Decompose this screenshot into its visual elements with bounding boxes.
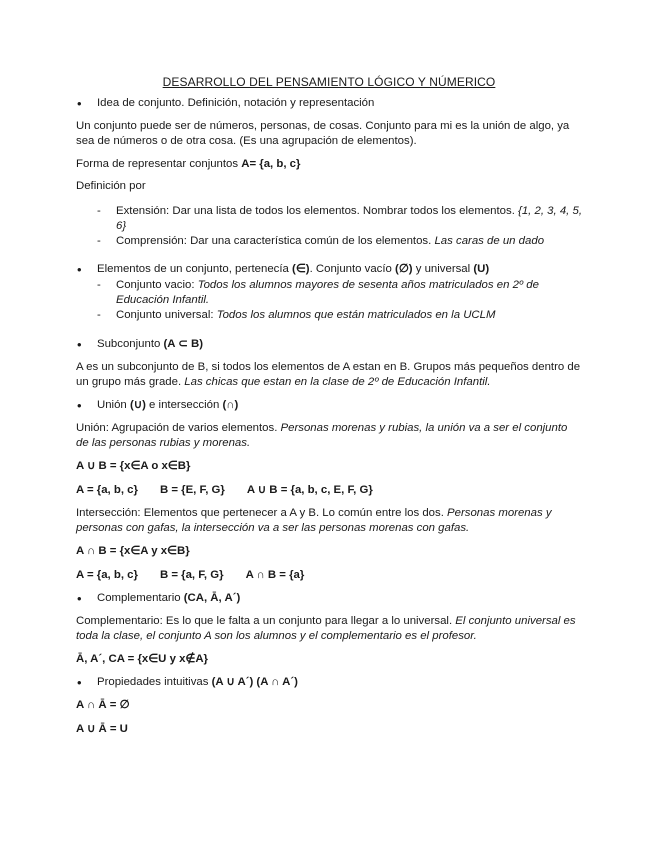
elementos-text-3: y universal: [412, 263, 474, 275]
complementario-label: Complementario: [97, 592, 184, 604]
formula-interseccion: A ∩ B = {x∈A y x∈B}: [76, 545, 190, 557]
paragraph-interseccion: [76, 506, 582, 536]
formula-interseccion-example: [76, 568, 582, 583]
document-page: [76, 75, 582, 737]
formula-union-universal: A ∪ Ā = U: [76, 723, 128, 735]
subconjunto-example: Las chicas que estan en la clase de 2º de Educación Infantil.: [184, 376, 491, 388]
universal-example: Todos los alumnos que están matriculados en la UCLM: [216, 309, 496, 321]
representacion-math: A= {a, b, c}: [241, 158, 301, 170]
dash-item-conjunto-vacio: [76, 278, 582, 308]
bullet-idea-de-conjunto: • Idea de conjunto. Definición, notación y representación: [76, 96, 582, 111]
dash-item-comprension: [76, 234, 582, 249]
paragraph-subconjunto: [76, 360, 582, 390]
union-result: A ∪ B = {a, b, c, E, F, G}: [246, 484, 373, 496]
bullet-elementos: [76, 262, 582, 277]
formula-complementario: Ā, A´, CA = {x∈U y x∉A}: [76, 653, 208, 665]
interseccion-label: e intersección: [145, 399, 223, 411]
complementario-symbols: (CA, Ā, A´): [183, 592, 241, 604]
extension-text: Extensión: Dar una lista de todos los elementos. Nombrar todos los elementos.: [116, 205, 519, 217]
dash-item-extension: [76, 204, 582, 234]
interseccion-result: A ∩ B = {a}: [245, 569, 305, 581]
extension-example: {1, 2, 3, 4, 5, 6}: [116, 205, 583, 232]
pertenencia-symbol: (∈): [292, 263, 310, 275]
bullet-propiedades: [76, 675, 582, 690]
paragraph-complementario: [76, 614, 582, 644]
elementos-text-2: . Conjunto vacío: [309, 263, 396, 275]
paragraph-definicion: Un conjunto puede ser de números, personas, de cosas. Conjunto para mi es la unión de algo, ya sea de números o de otra cosa. (Es una agrupación de elementos).: [76, 120, 570, 147]
bullet-complementario: [76, 591, 582, 606]
vacio-symbol: (∅): [395, 263, 413, 275]
paragraph-representacion: [76, 157, 582, 172]
complementario-definition: Complementario: Es lo que le falta a un conjunto para llegar a lo universal.: [76, 615, 456, 627]
subconjunto-symbol: (A ⊂ B): [163, 338, 203, 350]
comprension-example: Las caras de un dado: [434, 235, 545, 247]
propiedades-label: Propiedades intuitivas: [97, 676, 212, 688]
elementos-text-1: Elementos de un conjunto, pertenecía: [97, 263, 293, 275]
subconjunto-definition: A es un subconjunto de B, si todos los elementos de A estan en B. Grupos más pequeños dentro de un grupo más grade.: [76, 361, 581, 388]
propiedades-symbols: (A ∪ A´) (A ∩ A´): [211, 676, 298, 688]
representacion-text: Forma de representar conjuntos: [76, 158, 242, 170]
page-title: DESARROLLO DEL PENSAMIENTO LÓGICO Y NÚMERICO: [162, 75, 496, 89]
bullet-subconjunto: [76, 337, 582, 352]
formula-union: A ∪ B = {x∈A o x∈B}: [76, 460, 191, 472]
formula-interseccion-vacio: A ∩ Ā = ∅: [76, 699, 130, 711]
complementario-example: El conjunto universal es toda la clase, el conjunto A son los alumnos y el complementario es el profesor.: [76, 615, 576, 642]
comprension-text: Comprensión: Dar una característica común de los elementos.: [116, 235, 435, 247]
union-symbol: (∪): [129, 399, 146, 411]
set-a-union: A = {a, b, c}: [76, 484, 138, 496]
union-definition: Unión: Agrupación de varios elementos.: [76, 422, 281, 434]
bullet-union-interseccion: [76, 398, 582, 413]
vacio-example: Todos los alumnos mayores de sesenta años matriculados en 2º de Educación Infantil.: [116, 279, 539, 306]
universal-text: Conjunto universal:: [116, 309, 217, 321]
union-example: Personas morenas y rubias, la unión va a ser el conjunto de las personas rubias y morenas.: [76, 422, 568, 449]
dash-item-conjunto-universal: [76, 308, 582, 323]
interseccion-definition: Intersección: Elementos que pertenecer a A y B. Lo común entre los dos.: [76, 507, 448, 519]
set-a-interseccion: A = {a, b, c}: [76, 569, 138, 581]
paragraph-union: [76, 421, 582, 451]
interseccion-example: Personas morenas y personas con gafas, la intersección va a ser las personas morenas con gafas.: [76, 507, 552, 534]
interseccion-symbol: (∩): [222, 399, 239, 411]
subconjunto-text: Subconjunto: [97, 338, 164, 350]
vacio-text: Conjunto vacio:: [116, 279, 198, 291]
union-label: Unión: [97, 399, 130, 411]
formula-union-example: [76, 483, 582, 498]
set-b-union: B = {E, F, G}: [159, 484, 225, 496]
set-b-interseccion: B = {a, F, G}: [159, 569, 224, 581]
universal-symbol: (U): [473, 263, 490, 275]
paragraph-definicion-por: Definición por: [76, 180, 146, 192]
